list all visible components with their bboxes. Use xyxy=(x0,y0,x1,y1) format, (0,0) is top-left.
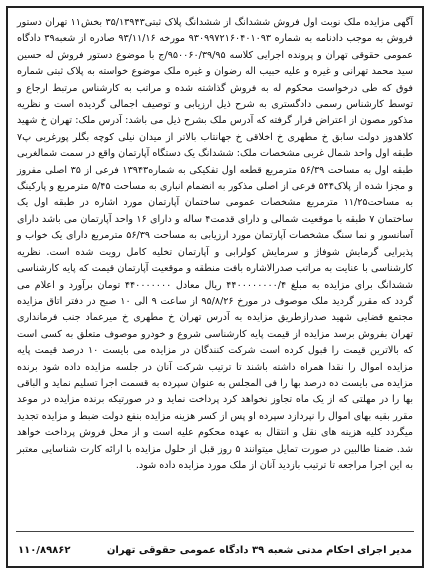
footer-divider xyxy=(16,531,414,532)
signature-line: مدیر اجرای احکام مدنی شعبه ۳۹ دادگاه عمومی حقوقی تهران xyxy=(106,545,412,556)
notice-footer xyxy=(18,545,412,556)
notice-code: ۱۱۰/۸۹۸۶۲ xyxy=(18,545,71,556)
auction-notice xyxy=(6,6,424,568)
notice-body-text: آگهی مزایده ملک نوبت اول فروش ششدانگ از ششدانگ پلاک ثبتی۳۵/۱۳۹۴۳ بخش۱۱ تهران دستور فروش به موجب دادنامه به شماره ۹۳۰۹۹۷۲۱۶۰۴۰۱۰۹۳ مورخه ۹۳/۱۱/۱۶ صادره از شعبه۳۹ دادگاه عمومی حقوقی تهران و پرونده اجرایی کلاسه ۹۵۰۰۶۰/۳۹/۹۵/ج با موضوع دستور فروش له حسین سید محمد تهرانی و غیره و علیه حبیب اله رضوان و غیره ملک موضوع خواسته به پلاک ثبتی شماره فوق که طی درخواست محکوم له به فروش گذاشته شده و مراتب به کارشناس مرتبط ارجاع و توسط کارشناس رسمی دادگستری به شرح ذیل ارزیابی و توصیف اجمالی گردیده است و نظریه مذکور مصون از اعتراض قرار گرفته که آدرس ملک بشرح ذیل می باشد: آدرس ملک: تهران خ شهید کلاهدوز دولت سابق خ مطهری خ اخلاقی خ جهانتاب بالاتر از میدان نیلی کوچه بگلر پورغربی پ۷ طبقه اول واحد شمال غربی مشخصات ملک: ششدانگ یک دستگاه آپارتمان واقع در سمت شمالغربی طبقه اول به مساحت ۵۶/۳۹ مترمربع قطعه اول تفکیکی به شماره۱۳۹۴۳ فرعی از ۳۵ اصلی مفروز و مجزا شده از پلاک۵۴۴ فرعی از اصلی مذکور به انضمام انباری به مساحت ۵/۴۵ مترمربع و پارکینگ به مساحت۱۱/۲۵ مترمربع مشخصات عمومی ساختمان آپارتمان مورد اشاره در طبقه اول یک ساختمان ۷ طبقه با موقعیت شمالی و دارای قدمت۴ ساله و دارای ۱۶ واحد آپارتمان می باشد دارای آسانسور و نما سنگ مشخصات آپارتمان مورد ارزیابی به مساحت ۵۶/۳۹ مترمربع دارای یک خواب و پذیرایی گرمایش شوفاژ و سرمایش کولرابی و آپارتمان تخلیه کامل رویت شده است. نظریه کارشناسی با عنایت به مراتب صدرالاشاره بافت منطقه و موقعیت آپارتمان قیمت که پایه کارشناسی ششدانگ برای مزایده به مبلغ ۴۴۰۰۰۰۰۰۰۰/۴ ریال معادل ۴۴۰۰۰۰۰۰۰ تومان برآورد و اعلام می گردد که مقرر گردید ملک موصوف در مورخ ۹۵/۸/۲۶ از ساعت ۹ الی ۱۰ صبح در دفتر اتاق مزایده مجتمع قضایی شهید صدرازطریق مزایده به آدرس تهران خ مطهری خ میرعماد جنب فرمانداری تهران بفروش برسد مزایده از قیمت پایه کارشناسی شروع و خودرو موصوف متعلق به کسی است که بالاترین قیمت را قبول کرده است شرکت کنندگان در مزایده می بایست ۱۰ درصد قیمت پایه مزایده اموال را نقدا همراه داشته باشند تا ترتیب شرکت آنان در جلسه مزایده داده شود برنده مزایده می بایست ده درصد بها را فی المجلس به عنوان سپرده به قسمت اجرا تسلیم نماید و الباقی بها را در مهلتی که از یک ماه تجاوز نخواهد کرد پرداخت نماید و در صورتیکه برنده مزایده در موعد مقرر بقیه بهای اموال را نپردازد سپرده او پس از کسر هزینه مزایده بنفع دولت ضبط و مزایده تجدید میگردد کلیه هزینه های نقل و انتقال به عهده محکوم علیه است و از محل فروش پرداخت خواهد شد. ضمنا طالبین در صورت تمایل میتوانند ۵ روز قبل از حلول مزایده با ارائه کارت شناسایی معتبر به این اجرا مراجعه تا ترتیب بازدید آنان از ملک مورد مزایده داده شود. xyxy=(17,17,414,471)
